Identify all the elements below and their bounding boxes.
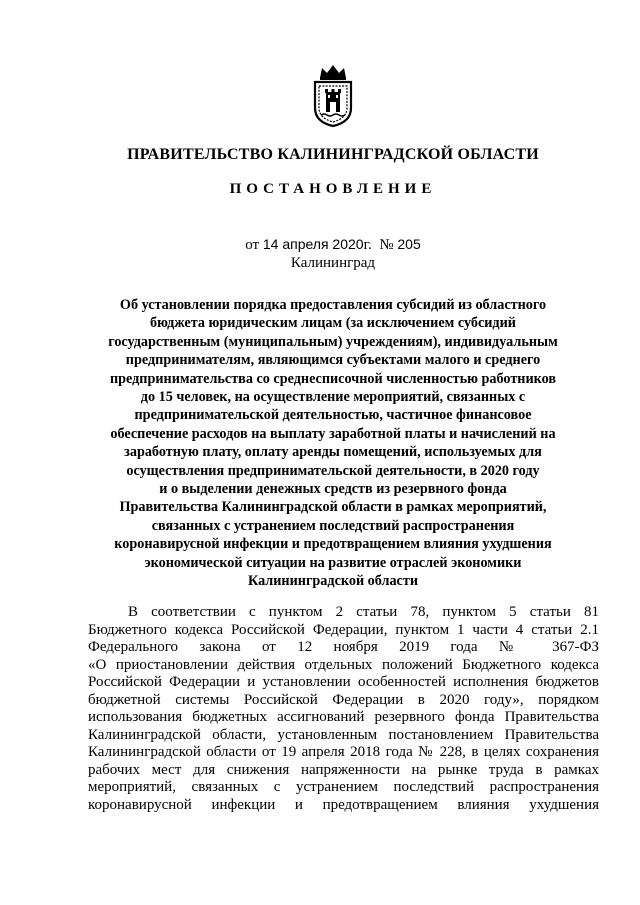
body-line: мероприятий, связанных с устранением последствий распространения [88, 779, 599, 795]
title-line: и о выделении денежных средств из резервного фонда [159, 481, 507, 498]
title-line: Об установлении порядка предоставления субсидий из областного [119, 297, 547, 313]
document-type: ПОСТАНОВЛЕНИЕ [229, 181, 437, 197]
title-line: коронавирусной инфекции и предотвращением влияния ухудшения [114, 536, 552, 553]
body-line: «О приостановлении действия отдельных положений Бюджетного кодекса [88, 656, 599, 673]
city-name: Калининград [290, 255, 376, 271]
title-line: связанных с устранением последствий распространения [151, 517, 515, 534]
resolution-title [88, 296, 578, 591]
body-line: В соответствии с пунктом 2 статьи 78, пунктом 5 статьи 81 [128, 604, 599, 620]
title-line: экономической ситуации на развитие отраслей экономики [144, 554, 522, 571]
year-suffix: г. [363, 237, 372, 253]
government-name: ПРАВИТЕЛЬСТВО КАЛИНИНГРАДСКОЙ ОБЛАСТИ [127, 146, 539, 163]
title-line: до 15 человек, на осуществление мероприятий, связанных с [140, 389, 526, 406]
body-line: бюджетной системы Российской Федерации в 2020 году», порядком [88, 691, 599, 708]
date-value: 14 апреля 2020 [262, 236, 364, 252]
title-line: предпринимательства со среднесписочной численностью работников [109, 370, 557, 387]
body-line: Бюджетного кодекса Российской Федерации, пунктом 1 части 4 статьи 2.1 [88, 621, 599, 638]
title-line: Правительства Калининградской области в рамках мероприятий, [119, 499, 547, 516]
body-line: Калининградской области, установленным постановлением Правительства [88, 726, 599, 743]
title-line: бюджета юридическим лицам (за исключением субсидий [150, 315, 516, 332]
title-line: государственным (муниципальным) учреждениям), индивидуальным [108, 333, 558, 350]
title-line: предпринимателям, являющимся субъектами малого и среднего [125, 352, 541, 369]
title-line: обеспечение расходов на выплату заработной платы и начислений на [110, 425, 556, 442]
title-line: заработную плату, оплату аренды помещений, используемых для [124, 444, 542, 461]
number-value: 205 [397, 236, 421, 252]
body-line: Федерального закона от 12 ноября 2019 года № 367-ФЗ [88, 639, 599, 655]
body-paragraph [88, 604, 599, 814]
body-line: Российской Федерации и установлении особенностей исполнения бюджетов [88, 674, 599, 690]
body-line: коронавирусной инфекции и предотвращением влияния ухудшения [88, 796, 599, 813]
coat-of-arms-emblem [312, 62, 354, 128]
body-line: использования бюджетных ассигнований резервного фонда Правительства [88, 709, 599, 725]
body-line: рабочих мест для снижения напряженности на рынке труда в рамках [88, 761, 599, 778]
title-line: осуществления предпринимательской деятельности, в 2020 году [126, 462, 540, 479]
body-line: Калининградской области от 19 апреля 2018 года № 228, в целях сохранения [88, 744, 599, 760]
title-line: предпринимательской деятельностью, частичное финансовое [134, 407, 532, 424]
title-line: Калининградской области [247, 573, 418, 590]
date-prefix: от [245, 237, 260, 253]
date-number-line [80, 236, 586, 254]
number-sign: № [379, 237, 394, 253]
